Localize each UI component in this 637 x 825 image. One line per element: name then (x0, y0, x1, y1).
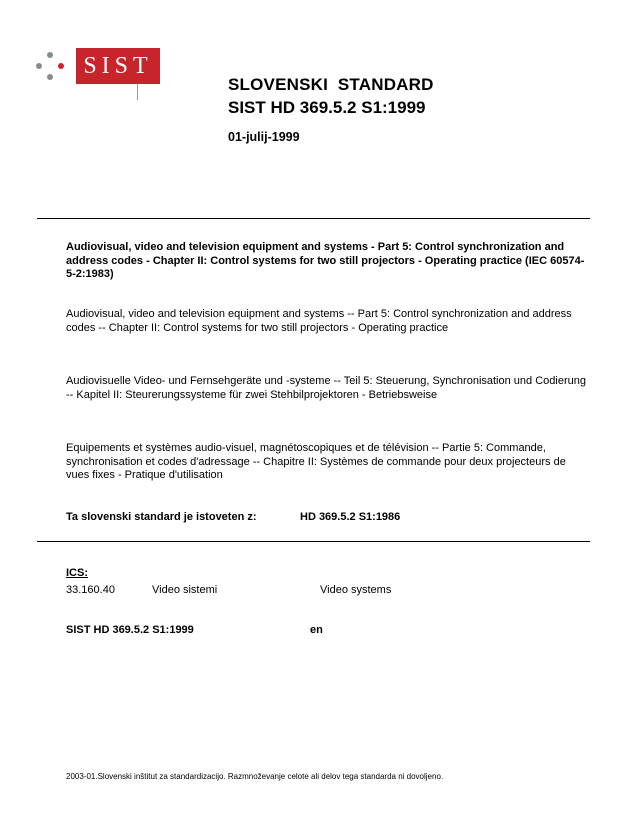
title-german: Audiovisuelle Video- und Fernsehgeräte und -systeme -- Teil 5: Steuerung, Synchronisation und Codierung -- Kapitel II: Steurerungssysteme für zwei Stehbilprojektoren - Betriebsweise (66, 375, 586, 401)
ics-slovenian: Video sistemi (152, 584, 218, 596)
title-french: Equipements et systèmes audio-visuel, magnétoscopiques et de télévision -- Partie 5: Commande, synchronisation et codes d'adressage -- Chapitre II: Systèmes de commande pour deux projecteurs de vues fixes - Pratique d'utilisation (66, 442, 566, 481)
ics-english: Video systems (320, 584, 392, 596)
copyright-notice: 2003-01.Slovenski inštitut za standardizacijo. Razmnoževanje celote ali delov tega standarda ni dovoljeno. (66, 772, 444, 781)
bottom-divider (37, 541, 590, 542)
footer-language: en (310, 624, 323, 636)
logo-wordmark: SIST (76, 48, 160, 84)
footer-standard-code: SIST HD 369.5.2 S1:1999 (66, 624, 194, 636)
identical-value: HD 369.5.2 S1:1986 (300, 511, 401, 523)
top-divider (37, 218, 590, 219)
logo-dots-icon (34, 48, 74, 88)
title-english: Audiovisual, video and television equipment and systems -- Part 5: Control synchronization and address codes -- Chapter II: Control systems for two still projectors - Operating practice (66, 308, 572, 334)
sist-logo (34, 48, 164, 88)
ics-code: 33.160.40 (66, 584, 115, 596)
ics-label: ICS: (66, 567, 88, 579)
identical-label: Ta slovenski standard je istoveten z: (66, 511, 257, 523)
standard-date: 01-julij-1999 (228, 130, 300, 144)
logo-divider (137, 84, 138, 100)
standard-code: SIST HD 369.5.2 S1:1999 (228, 98, 426, 117)
standard-kind: SLOVENSKI STANDARD (228, 75, 434, 94)
title-primary: Audiovisual, video and television equipment and systems - Part 5: Control synchronization and address codes - Chapter II: Control systems for two still projectors - Operating practice (IEC 60574-5-2:1983) (66, 241, 585, 280)
